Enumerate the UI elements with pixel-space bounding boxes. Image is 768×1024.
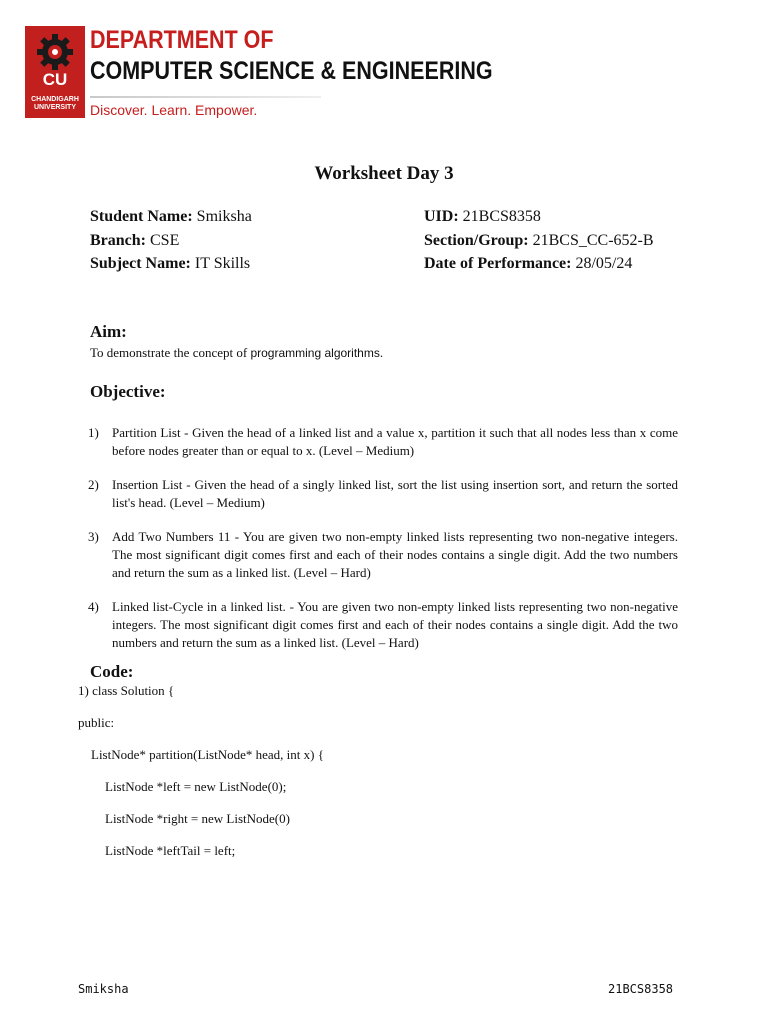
footer-uid: 21BCS8358 xyxy=(608,982,674,996)
objective-item xyxy=(88,476,678,512)
aim-text-suffix: . xyxy=(379,345,384,360)
objective-item xyxy=(88,424,678,460)
uid-row xyxy=(424,208,541,226)
branch-row xyxy=(90,232,179,250)
student-name-row xyxy=(90,208,252,226)
date-row xyxy=(424,255,632,273)
uid-label: UID: xyxy=(424,208,459,225)
code-line: ListNode *right = new ListNode(0) xyxy=(105,811,290,826)
date-label: Date of Performance: xyxy=(424,255,572,272)
student-name-value: Smiksha xyxy=(196,208,252,225)
objective-item-text: Insertion List - Given the head of a singly linked list, sort the list using insertion sort, and return the sorted list's head. (Level – Medium) xyxy=(112,477,678,510)
section-label: Section/Group: xyxy=(424,232,529,249)
code-heading: Code: xyxy=(90,662,134,681)
aim-heading: Aim: xyxy=(90,322,127,341)
branch-value: CSE xyxy=(150,232,180,249)
footer-student-name: Smiksha xyxy=(78,982,129,996)
objective-item-text: Linked list-Cycle in a linked list. - You are given two non-empty linked lists representing two non-negative integers. The most significant digit comes first and each of their nodes contains a single digit. Add the two numbers and return the sum as a linked list. (Level – Hard) xyxy=(112,599,678,650)
date-value: 28/05/24 xyxy=(575,255,633,272)
objective-item-text: Add Two Numbers 11 - You are given two non-empty linked lists representing two non-negative integers. The most significant digit comes first and each of their nodes contains a single digit. Add the two numbers and return the sum as a linked list. (Level – Hard) xyxy=(112,529,678,580)
objective-heading: Objective: xyxy=(90,382,166,401)
code-line: ListNode *leftTail = left; xyxy=(105,843,236,858)
code-line: ListNode *left = new ListNode(0); xyxy=(105,779,287,794)
objective-item-number: 1) xyxy=(88,425,99,440)
tagline: Discover. Learn. Empower. xyxy=(90,102,258,118)
student-name-label: Student Name: xyxy=(90,208,193,225)
aim-text-prefix: To demonstrate the concept of xyxy=(90,345,251,360)
objective-item xyxy=(88,528,678,582)
subject-label: Subject Name: xyxy=(90,255,191,272)
logo-university-name: CHANDIGARH UNIVERSITY xyxy=(31,96,79,111)
department-title-line2: COMPUTER SCIENCE & ENGINEERING xyxy=(90,57,493,85)
objective-item xyxy=(88,598,678,652)
objective-item-number: 2) xyxy=(88,477,99,492)
aim-text-term: programming algorithms xyxy=(250,346,380,360)
objective-item-number: 4) xyxy=(88,599,99,614)
objective-item-text: Partition List - Given the head of a linked list and a value x, partition it such that all nodes less than x come before nodes greater than or equal to x. (Level – Medium) xyxy=(112,425,678,458)
subject-value: IT Skills xyxy=(194,255,251,272)
subject-row xyxy=(90,255,250,273)
worksheet-title: Worksheet Day 3 xyxy=(314,163,454,184)
section-row xyxy=(424,232,654,250)
objective-item-number: 3) xyxy=(88,529,99,544)
department-title-line1: DEPARTMENT OF xyxy=(90,26,274,54)
uid-value: 21BCS8358 xyxy=(462,208,541,225)
section-value: 21BCS_CC-652-B xyxy=(532,232,654,249)
code-line: 1) class Solution { xyxy=(78,683,175,698)
code-line: public: xyxy=(78,715,115,730)
aim-text xyxy=(90,345,383,361)
page-header xyxy=(24,26,493,126)
logo-abbreviation: CU xyxy=(42,70,68,89)
code-line: ListNode* partition(ListNode* head, int x) { xyxy=(91,747,324,762)
header-divider xyxy=(90,96,321,98)
university-logo xyxy=(25,26,85,118)
gear-emblem-icon xyxy=(35,32,75,72)
branch-label: Branch: xyxy=(90,232,146,249)
